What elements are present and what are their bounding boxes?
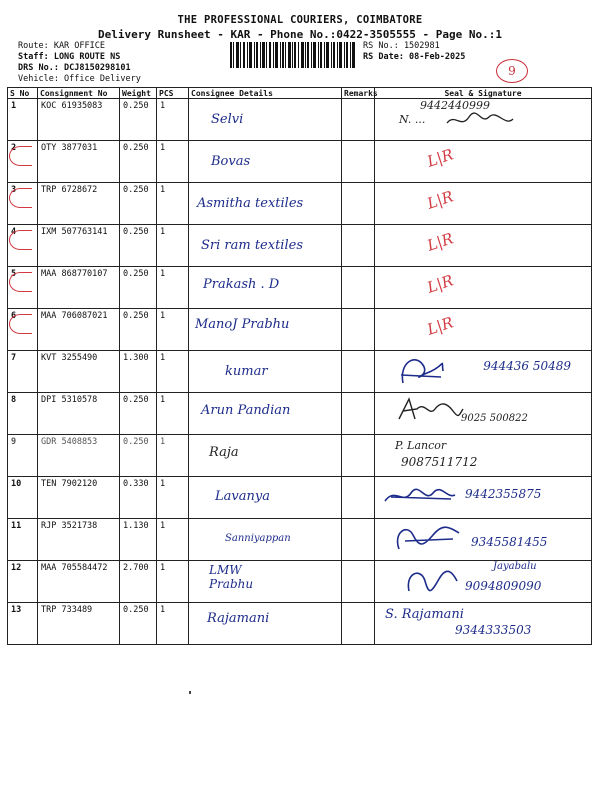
col-consignee: Consignee Details bbox=[189, 88, 342, 99]
consignee-name: Arun Pandian bbox=[201, 403, 291, 418]
receiver-phone: 9345581455 bbox=[471, 535, 548, 549]
sno-cell: 6 bbox=[8, 309, 38, 351]
red-circle-mark bbox=[9, 188, 32, 208]
consignee-cell bbox=[189, 141, 342, 183]
weight-cell: 0.250 bbox=[120, 141, 157, 183]
weight-cell: 0.250 bbox=[120, 435, 157, 477]
remarks-cell bbox=[342, 141, 375, 183]
table-row bbox=[8, 519, 592, 561]
red-circle-mark bbox=[9, 314, 32, 334]
pcs-cell: 1 bbox=[157, 309, 189, 351]
consignee-cell bbox=[189, 183, 342, 225]
col-consignment: Consignment No bbox=[38, 88, 120, 99]
receiver-phone: 9094809090 bbox=[465, 579, 542, 593]
consignee-name: Rajamani bbox=[207, 611, 270, 626]
receiver-sign-initial: N. ... bbox=[399, 113, 426, 126]
lr-mark: L|R bbox=[424, 271, 456, 297]
consignment-cell: TRP 733489 bbox=[38, 603, 120, 645]
sno-cell: 9 bbox=[8, 435, 38, 477]
signature-cell bbox=[375, 183, 592, 225]
weight-cell: 0.250 bbox=[120, 225, 157, 267]
runsheet-meta-right bbox=[363, 41, 465, 63]
rs-number: RS No.: 1502981 bbox=[363, 41, 440, 51]
consignment-cell: IXM 507763141 bbox=[38, 225, 120, 267]
table-row bbox=[8, 603, 592, 645]
red-circle-mark bbox=[9, 230, 32, 250]
table-row bbox=[8, 393, 592, 435]
consignee-name: Prakash . D bbox=[203, 277, 280, 292]
signature-scribble bbox=[395, 397, 465, 423]
drs-label: DRS No.: DCJ8150298101 bbox=[18, 63, 131, 73]
stray-mark bbox=[189, 691, 191, 694]
signature-cell bbox=[375, 309, 592, 351]
signature-scribble bbox=[381, 483, 457, 509]
remarks-cell bbox=[342, 435, 375, 477]
col-pcs: PCS bbox=[157, 88, 189, 99]
remarks-cell bbox=[342, 519, 375, 561]
consignment-cell: MAA 705584472 bbox=[38, 561, 120, 603]
signature-cell bbox=[375, 141, 592, 183]
pcs-cell: 1 bbox=[157, 561, 189, 603]
lr-mark: L|R bbox=[424, 229, 456, 255]
signature-cell bbox=[375, 99, 592, 141]
remarks-cell bbox=[342, 351, 375, 393]
signature-cell bbox=[375, 267, 592, 309]
consignment-cell: DPI 5310578 bbox=[38, 393, 120, 435]
weight-cell: 1.300 bbox=[120, 351, 157, 393]
consignee-cell bbox=[189, 435, 342, 477]
signature-cell bbox=[375, 477, 592, 519]
consignee-name: Sanniyappan bbox=[225, 533, 291, 544]
table-row bbox=[8, 183, 592, 225]
lr-mark: L|R bbox=[424, 187, 456, 213]
lr-mark: L|R bbox=[424, 145, 456, 171]
receiver-sign-initial: Jayabalu bbox=[493, 561, 537, 572]
sno-cell: 2 bbox=[8, 141, 38, 183]
consignee-cell bbox=[189, 225, 342, 267]
signature-scribble bbox=[403, 565, 459, 597]
signature-scribble bbox=[397, 353, 447, 387]
col-remarks: Remarks bbox=[342, 88, 375, 99]
consignment-cell: TRP 6728672 bbox=[38, 183, 120, 225]
signature-cell bbox=[375, 435, 592, 477]
runsheet-meta-left bbox=[18, 41, 141, 85]
consignment-cell: OTY 3877031 bbox=[38, 141, 120, 183]
consignment-cell: MAA 706087021 bbox=[38, 309, 120, 351]
consignee-cell bbox=[189, 519, 342, 561]
consignment-cell: MAA 868770107 bbox=[38, 267, 120, 309]
receiver-phone: 9087511712 bbox=[401, 455, 478, 469]
pcs-cell: 1 bbox=[157, 267, 189, 309]
table-row bbox=[8, 351, 592, 393]
receiver-phone: 9344333503 bbox=[455, 623, 532, 637]
barcode-image bbox=[230, 42, 355, 68]
table-row bbox=[8, 225, 592, 267]
red-circle-mark bbox=[9, 146, 32, 166]
consignee-cell bbox=[189, 99, 342, 141]
remarks-cell bbox=[342, 267, 375, 309]
route-label: Route: KAR OFFICE bbox=[18, 41, 105, 51]
signature-scribble bbox=[445, 111, 515, 129]
weight-cell: 0.250 bbox=[120, 99, 157, 141]
sno-cell: 4 bbox=[8, 225, 38, 267]
consignee-cell bbox=[189, 351, 342, 393]
receiver-phone: 9025 500822 bbox=[461, 413, 528, 424]
weight-cell: 0.250 bbox=[120, 603, 157, 645]
consignee-name: Lavanya bbox=[215, 489, 270, 504]
signature-cell bbox=[375, 393, 592, 435]
table-header-row bbox=[8, 88, 592, 99]
pcs-cell: 1 bbox=[157, 393, 189, 435]
remarks-cell bbox=[342, 225, 375, 267]
remarks-cell bbox=[342, 561, 375, 603]
col-seal-signature: Seal & Signature bbox=[375, 88, 592, 99]
signature-cell bbox=[375, 351, 592, 393]
pcs-cell: 1 bbox=[157, 435, 189, 477]
table-row bbox=[8, 477, 592, 519]
receiver-sign-initial: P. Lancor bbox=[395, 439, 447, 452]
sno-cell: 8 bbox=[8, 393, 38, 435]
receiver-phone: 9442440999 bbox=[420, 99, 490, 112]
consignee-name: Bovas bbox=[211, 154, 251, 169]
signature-scribble bbox=[393, 521, 463, 553]
weight-cell: 0.250 bbox=[120, 393, 157, 435]
sno-cell: 7 bbox=[8, 351, 38, 393]
remarks-cell bbox=[342, 99, 375, 141]
consignee-name: kumar bbox=[225, 364, 268, 379]
pcs-cell: 1 bbox=[157, 225, 189, 267]
signature-cell bbox=[375, 225, 592, 267]
consignment-cell: KOC 61935083 bbox=[38, 99, 120, 141]
consignee-cell bbox=[189, 561, 342, 603]
table-row bbox=[8, 561, 592, 603]
weight-cell: 1.130 bbox=[120, 519, 157, 561]
red-circle-mark bbox=[9, 272, 32, 292]
lr-mark: L|R bbox=[424, 313, 456, 339]
receiver-phone: 9442355875 bbox=[465, 487, 542, 501]
staff-label: Staff: LONG ROUTE NS bbox=[18, 52, 121, 62]
sno-cell: 10 bbox=[8, 477, 38, 519]
consignee-cell bbox=[189, 267, 342, 309]
consignment-cell: TEN 7902120 bbox=[38, 477, 120, 519]
weight-cell: 0.330 bbox=[120, 477, 157, 519]
sno-cell: 11 bbox=[8, 519, 38, 561]
consignment-cell: RJP 3521738 bbox=[38, 519, 120, 561]
sno-cell: 12 bbox=[8, 561, 38, 603]
runsheet-subtitle: Delivery Runsheet - KAR - Phone No.:0422-3505555 - Page No.:1 bbox=[98, 28, 502, 41]
consignee-name: LMW Prabhu bbox=[209, 563, 254, 591]
weight-cell: 0.250 bbox=[120, 309, 157, 351]
weight-cell: 0.250 bbox=[120, 183, 157, 225]
consignee-cell bbox=[189, 477, 342, 519]
consignee-cell bbox=[189, 309, 342, 351]
signature-cell bbox=[375, 561, 592, 603]
table-row bbox=[8, 99, 592, 141]
pcs-cell: 1 bbox=[157, 351, 189, 393]
pcs-cell: 1 bbox=[157, 99, 189, 141]
pcs-cell: 1 bbox=[157, 183, 189, 225]
table-row bbox=[8, 309, 592, 351]
pcs-cell: 1 bbox=[157, 141, 189, 183]
weight-cell: 2.700 bbox=[120, 561, 157, 603]
rs-date: RS Date: 08-Feb-2025 bbox=[363, 52, 466, 62]
pcs-cell: 1 bbox=[157, 519, 189, 561]
col-sno: S No bbox=[8, 88, 38, 99]
sno-cell: 5 bbox=[8, 267, 38, 309]
remarks-cell bbox=[342, 603, 375, 645]
remarks-cell bbox=[342, 393, 375, 435]
remarks-cell bbox=[342, 309, 375, 351]
sno-cell: 1 bbox=[8, 99, 38, 141]
signature-cell bbox=[375, 603, 592, 645]
consignee-name: Selvi bbox=[211, 112, 244, 127]
receiver-phone: 944436 50489 bbox=[483, 359, 571, 373]
runsheet-table bbox=[7, 87, 592, 645]
consignee-cell bbox=[189, 393, 342, 435]
receiver-sign-initial: S. Rajamani bbox=[385, 607, 464, 622]
consignee-name: Sri ram textiles bbox=[201, 238, 303, 253]
pcs-cell: 1 bbox=[157, 603, 189, 645]
consignment-cell: GDR 5408853 bbox=[38, 435, 120, 477]
consignee-name: Raja bbox=[209, 445, 239, 460]
remarks-cell bbox=[342, 477, 375, 519]
vehicle-label: Vehicle: Office Delivery bbox=[18, 74, 141, 84]
company-title: THE PROFESSIONAL COURIERS, COIMBATORE bbox=[177, 14, 423, 26]
pcs-cell: 1 bbox=[157, 477, 189, 519]
consignee-name: ManoJ Prabhu bbox=[195, 317, 290, 332]
consignee-name: Asmitha textiles bbox=[197, 196, 304, 211]
col-weight: Weight bbox=[120, 88, 157, 99]
weight-cell: 0.250 bbox=[120, 267, 157, 309]
table-row bbox=[8, 141, 592, 183]
page-mark: 9 bbox=[496, 59, 528, 83]
sno-cell: 13 bbox=[8, 603, 38, 645]
sno-cell: 3 bbox=[8, 183, 38, 225]
signature-cell bbox=[375, 519, 592, 561]
consignee-cell bbox=[189, 603, 342, 645]
remarks-cell bbox=[342, 183, 375, 225]
consignment-cell: KVT 3255490 bbox=[38, 351, 120, 393]
table-row bbox=[8, 435, 592, 477]
table-row bbox=[8, 267, 592, 309]
